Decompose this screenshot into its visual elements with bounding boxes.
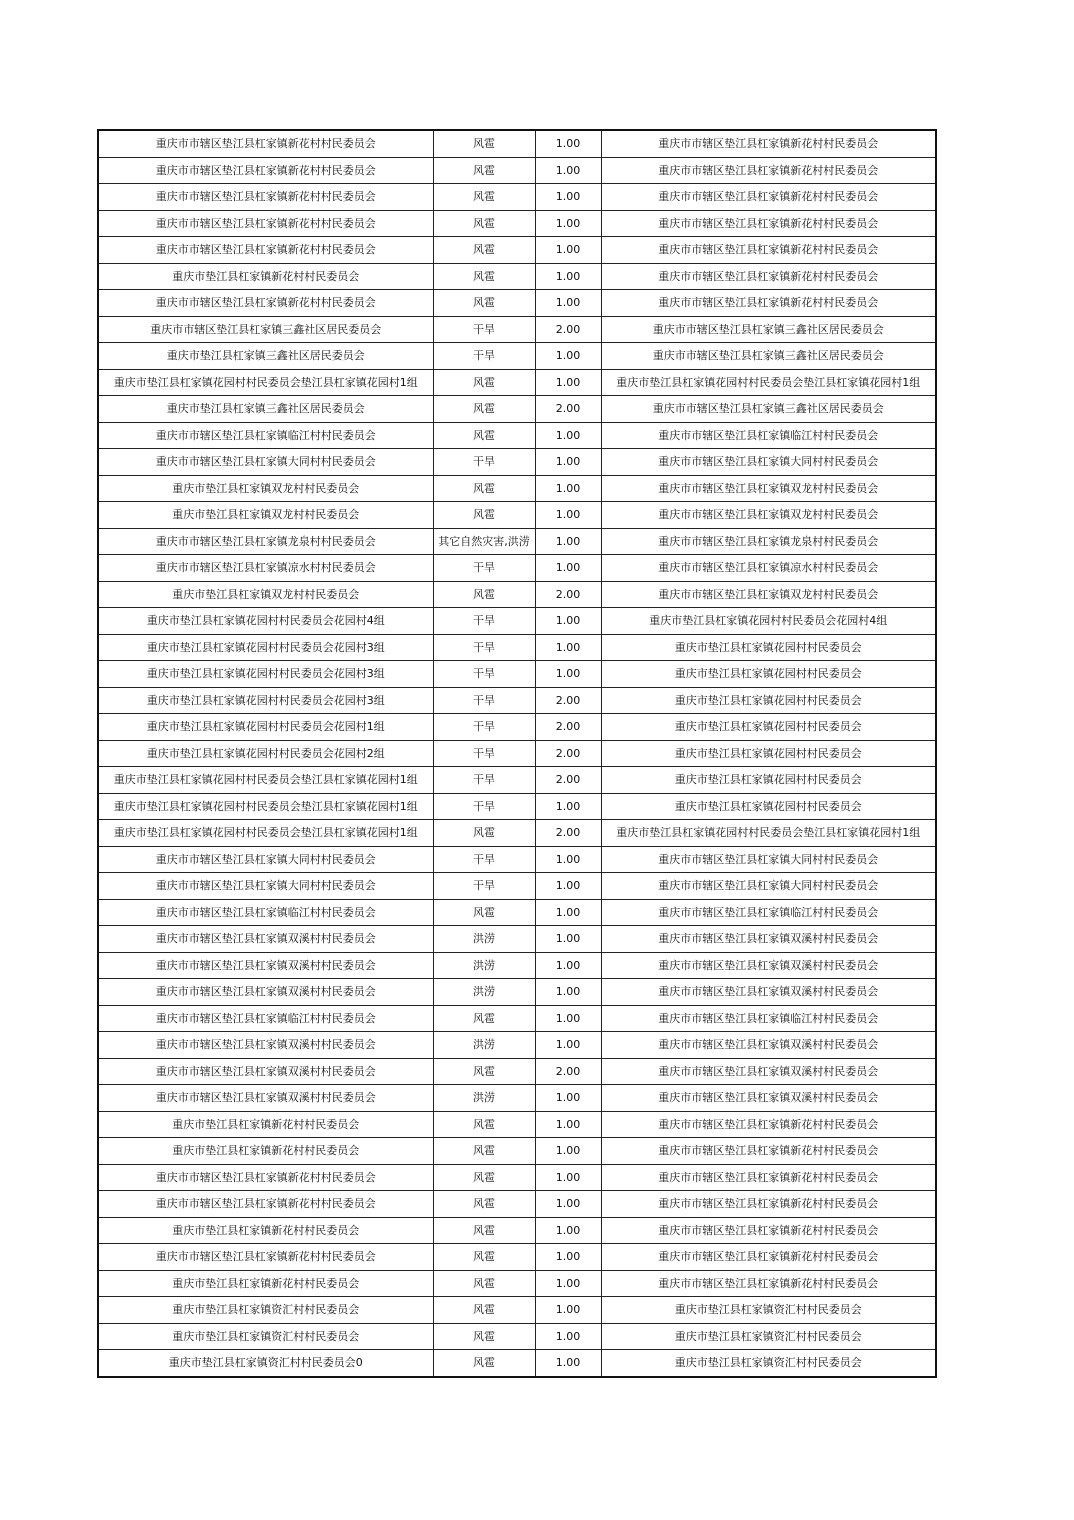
applicant-cell: 重庆市市辖区垫江县杠家镇新花村村民委员会 [98, 184, 433, 211]
table-row [98, 793, 936, 820]
applicant-cell: 重庆市市辖区垫江县杠家镇新花村村民委员会 [98, 157, 433, 184]
amount-cell: 1.00 [535, 979, 601, 1006]
disaster-type-cell: 风雹 [433, 184, 535, 211]
amount-cell: 1.00 [535, 1244, 601, 1271]
disaster-type-cell: 干旱 [433, 714, 535, 741]
unit-cell: 重庆市市辖区垫江县杠家镇新花村村民委员会 [601, 157, 936, 184]
table-row [98, 422, 936, 449]
unit-cell: 重庆市市辖区垫江县杠家镇双龙村村民委员会 [601, 581, 936, 608]
applicant-cell: 重庆市垫江县杠家镇双龙村村民委员会 [98, 502, 433, 529]
records-table-body [98, 130, 936, 1377]
amount-cell: 1.00 [535, 873, 601, 900]
table-row [98, 1191, 936, 1218]
applicant-cell: 重庆市市辖区垫江县杠家镇新花村村民委员会 [98, 237, 433, 264]
unit-cell: 重庆市垫江县杠家镇花园村村民委员会 [601, 687, 936, 714]
table-row [98, 608, 936, 635]
disaster-type-cell: 洪涝 [433, 1032, 535, 1059]
amount-cell: 2.00 [535, 581, 601, 608]
table-row [98, 1297, 936, 1324]
applicant-cell: 重庆市垫江县杠家镇花园村村民委员会花园村3组 [98, 661, 433, 688]
unit-cell: 重庆市垫江县杠家镇资汇村村民委员会 [601, 1297, 936, 1324]
disaster-type-cell: 干旱 [433, 634, 535, 661]
table-row [98, 1164, 936, 1191]
amount-cell: 1.00 [535, 1138, 601, 1165]
disaster-type-cell: 洪涝 [433, 1085, 535, 1112]
unit-cell: 重庆市垫江县杠家镇资汇村村民委员会 [601, 1323, 936, 1350]
disaster-type-cell: 干旱 [433, 661, 535, 688]
disaster-type-cell: 风雹 [433, 820, 535, 847]
table-row [98, 687, 936, 714]
amount-cell: 1.00 [535, 793, 601, 820]
amount-cell: 1.00 [535, 237, 601, 264]
amount-cell: 2.00 [535, 316, 601, 343]
amount-cell: 1.00 [535, 290, 601, 317]
disaster-type-cell: 风雹 [433, 1270, 535, 1297]
table-row [98, 263, 936, 290]
disaster-type-cell: 风雹 [433, 1191, 535, 1218]
amount-cell: 1.00 [535, 502, 601, 529]
applicant-cell: 重庆市垫江县杠家镇花园村村民委员会花园村2组 [98, 740, 433, 767]
disaster-type-cell: 风雹 [433, 1350, 535, 1377]
applicant-cell: 重庆市市辖区垫江县杠家镇临江村村民委员会 [98, 1005, 433, 1032]
amount-cell: 1.00 [535, 449, 601, 476]
applicant-cell: 重庆市市辖区垫江县杠家镇双溪村村民委员会 [98, 1058, 433, 1085]
unit-cell: 重庆市垫江县杠家镇花园村村民委员会垫江县杠家镇花园村1组 [601, 820, 936, 847]
amount-cell: 1.00 [535, 1191, 601, 1218]
amount-cell: 1.00 [535, 343, 601, 370]
applicant-cell: 重庆市市辖区垫江县杠家镇新花村村民委员会 [98, 130, 433, 157]
applicant-cell: 重庆市市辖区垫江县杠家镇大同村村民委员会 [98, 449, 433, 476]
amount-cell: 1.00 [535, 1111, 601, 1138]
disaster-type-cell: 风雹 [433, 157, 535, 184]
applicant-cell: 重庆市市辖区垫江县杠家镇新花村村民委员会 [98, 210, 433, 237]
unit-cell: 重庆市市辖区垫江县杠家镇双溪村村民委员会 [601, 1032, 936, 1059]
disaster-type-cell: 干旱 [433, 449, 535, 476]
applicant-cell: 重庆市市辖区垫江县杠家镇新花村村民委员会 [98, 1164, 433, 1191]
amount-cell: 1.00 [535, 263, 601, 290]
amount-cell: 1.00 [535, 1032, 601, 1059]
amount-cell: 1.00 [535, 634, 601, 661]
applicant-cell: 重庆市垫江县杠家镇花园村村民委员会花园村1组 [98, 714, 433, 741]
amount-cell: 2.00 [535, 820, 601, 847]
disaster-type-cell: 其它自然灾害,洪涝 [433, 528, 535, 555]
unit-cell: 重庆市市辖区垫江县杠家镇双溪村村民委员会 [601, 926, 936, 953]
disaster-type-cell: 风雹 [433, 581, 535, 608]
unit-cell: 重庆市市辖区垫江县杠家镇双溪村村民委员会 [601, 952, 936, 979]
unit-cell: 重庆市市辖区垫江县杠家镇新花村村民委员会 [601, 1244, 936, 1271]
applicant-cell: 重庆市市辖区垫江县杠家镇双溪村村民委员会 [98, 1032, 433, 1059]
unit-cell: 重庆市市辖区垫江县杠家镇双龙村村民委员会 [601, 502, 936, 529]
table-row [98, 634, 936, 661]
applicant-cell: 重庆市垫江县杠家镇花园村村民委员会花园村3组 [98, 634, 433, 661]
applicant-cell: 重庆市市辖区垫江县杠家镇双溪村村民委员会 [98, 1085, 433, 1112]
data-sheet [97, 129, 935, 1378]
table-row [98, 1058, 936, 1085]
disaster-type-cell: 风雹 [433, 1297, 535, 1324]
unit-cell: 重庆市市辖区垫江县杠家镇临江村村民委员会 [601, 422, 936, 449]
table-row [98, 1350, 936, 1377]
table-row [98, 1244, 936, 1271]
unit-cell: 重庆市市辖区垫江县杠家镇临江村村民委员会 [601, 899, 936, 926]
unit-cell: 重庆市垫江县杠家镇花园村村民委员会 [601, 767, 936, 794]
table-row [98, 979, 936, 1006]
unit-cell: 重庆市市辖区垫江县杠家镇三鑫社区居民委员会 [601, 396, 936, 423]
amount-cell: 1.00 [535, 1217, 601, 1244]
table-row [98, 661, 936, 688]
applicant-cell: 重庆市垫江县杠家镇新花村村民委员会 [98, 263, 433, 290]
disaster-type-cell: 风雹 [433, 899, 535, 926]
table-row [98, 1032, 936, 1059]
table-row [98, 873, 936, 900]
disaster-type-cell: 风雹 [433, 502, 535, 529]
unit-cell: 重庆市市辖区垫江县杠家镇大同村村民委员会 [601, 873, 936, 900]
amount-cell: 1.00 [535, 926, 601, 953]
disaster-type-cell: 风雹 [433, 210, 535, 237]
amount-cell: 1.00 [535, 1005, 601, 1032]
applicant-cell: 重庆市垫江县杠家镇资汇村村民委员会 [98, 1297, 433, 1324]
applicant-cell: 重庆市垫江县杠家镇花园村村民委员会垫江县杠家镇花园村1组 [98, 767, 433, 794]
applicant-cell: 重庆市垫江县杠家镇新花村村民委员会 [98, 1111, 433, 1138]
applicant-cell: 重庆市市辖区垫江县杠家镇凉水村村民委员会 [98, 555, 433, 582]
disaster-type-cell: 干旱 [433, 873, 535, 900]
table-row [98, 184, 936, 211]
amount-cell: 1.00 [535, 1085, 601, 1112]
applicant-cell: 重庆市市辖区垫江县杠家镇三鑫社区居民委员会 [98, 316, 433, 343]
amount-cell: 1.00 [535, 1164, 601, 1191]
disaster-type-cell: 风雹 [433, 475, 535, 502]
disaster-type-cell: 干旱 [433, 343, 535, 370]
unit-cell: 重庆市市辖区垫江县杠家镇新花村村民委员会 [601, 290, 936, 317]
unit-cell: 重庆市市辖区垫江县杠家镇大同村村民委员会 [601, 449, 936, 476]
unit-cell: 重庆市市辖区垫江县杠家镇新花村村民委员会 [601, 1111, 936, 1138]
table-row [98, 740, 936, 767]
disaster-type-cell: 风雹 [433, 422, 535, 449]
amount-cell: 1.00 [535, 528, 601, 555]
amount-cell: 1.00 [535, 422, 601, 449]
applicant-cell: 重庆市市辖区垫江县杠家镇双溪村村民委员会 [98, 952, 433, 979]
unit-cell: 重庆市市辖区垫江县杠家镇凉水村村民委员会 [601, 555, 936, 582]
amount-cell: 2.00 [535, 740, 601, 767]
amount-cell: 1.00 [535, 555, 601, 582]
unit-cell: 重庆市市辖区垫江县杠家镇三鑫社区居民委员会 [601, 343, 936, 370]
disaster-type-cell: 风雹 [433, 263, 535, 290]
amount-cell: 1.00 [535, 952, 601, 979]
table-row [98, 237, 936, 264]
disaster-type-cell: 风雹 [433, 1138, 535, 1165]
unit-cell: 重庆市垫江县杠家镇花园村村民委员会 [601, 740, 936, 767]
unit-cell: 重庆市垫江县杠家镇花园村村民委员会花园村4组 [601, 608, 936, 635]
amount-cell: 2.00 [535, 1058, 601, 1085]
disaster-type-cell: 风雹 [433, 237, 535, 264]
amount-cell: 1.00 [535, 661, 601, 688]
applicant-cell: 重庆市垫江县杠家镇新花村村民委员会 [98, 1270, 433, 1297]
unit-cell: 重庆市市辖区垫江县杠家镇双溪村村民委员会 [601, 1085, 936, 1112]
amount-cell: 2.00 [535, 396, 601, 423]
amount-cell: 2.00 [535, 687, 601, 714]
table-row [98, 210, 936, 237]
applicant-cell: 重庆市垫江县杠家镇花园村村民委员会垫江县杠家镇花园村1组 [98, 793, 433, 820]
applicant-cell: 重庆市垫江县杠家镇花园村村民委员会垫江县杠家镇花园村1组 [98, 820, 433, 847]
applicant-cell: 重庆市垫江县杠家镇资汇村村民委员会0 [98, 1350, 433, 1377]
disaster-type-cell: 风雹 [433, 290, 535, 317]
table-row [98, 1085, 936, 1112]
applicant-cell: 重庆市垫江县杠家镇花园村村民委员会花园村3组 [98, 687, 433, 714]
disaster-type-cell: 干旱 [433, 793, 535, 820]
disaster-type-cell: 洪涝 [433, 952, 535, 979]
unit-cell: 重庆市市辖区垫江县杠家镇双龙村村民委员会 [601, 475, 936, 502]
unit-cell: 重庆市市辖区垫江县杠家镇新花村村民委员会 [601, 130, 936, 157]
table-row [98, 846, 936, 873]
applicant-cell: 重庆市市辖区垫江县杠家镇临江村村民委员会 [98, 899, 433, 926]
disaster-type-cell: 干旱 [433, 767, 535, 794]
table-row [98, 1138, 936, 1165]
unit-cell: 重庆市市辖区垫江县杠家镇新花村村民委员会 [601, 1164, 936, 1191]
applicant-cell: 重庆市市辖区垫江县杠家镇大同村村民委员会 [98, 846, 433, 873]
disaster-type-cell: 干旱 [433, 687, 535, 714]
table-row [98, 130, 936, 157]
disaster-type-cell: 洪涝 [433, 979, 535, 1006]
disaster-type-cell: 风雹 [433, 1111, 535, 1138]
table-row [98, 290, 936, 317]
unit-cell: 重庆市市辖区垫江县杠家镇新花村村民委员会 [601, 263, 936, 290]
unit-cell: 重庆市市辖区垫江县杠家镇新花村村民委员会 [601, 210, 936, 237]
disaster-type-cell: 洪涝 [433, 926, 535, 953]
applicant-cell: 重庆市垫江县杠家镇新花村村民委员会 [98, 1217, 433, 1244]
table-row [98, 1323, 936, 1350]
applicant-cell: 重庆市市辖区垫江县杠家镇新花村村民委员会 [98, 1191, 433, 1218]
applicant-cell: 重庆市垫江县杠家镇花园村村民委员会垫江县杠家镇花园村1组 [98, 369, 433, 396]
table-row [98, 767, 936, 794]
table-row [98, 555, 936, 582]
amount-cell: 1.00 [535, 475, 601, 502]
table-row [98, 1111, 936, 1138]
amount-cell: 1.00 [535, 210, 601, 237]
disaster-type-cell: 风雹 [433, 1244, 535, 1271]
applicant-cell: 重庆市市辖区垫江县杠家镇龙泉村村民委员会 [98, 528, 433, 555]
disaster-type-cell: 风雹 [433, 130, 535, 157]
applicant-cell: 重庆市垫江县杠家镇三鑫社区居民委员会 [98, 343, 433, 370]
records-table [97, 129, 937, 1378]
applicant-cell: 重庆市垫江县杠家镇花园村村民委员会花园村4组 [98, 608, 433, 635]
table-row [98, 316, 936, 343]
applicant-cell: 重庆市市辖区垫江县杠家镇新花村村民委员会 [98, 1244, 433, 1271]
unit-cell: 重庆市市辖区垫江县杠家镇新花村村民委员会 [601, 1217, 936, 1244]
applicant-cell: 重庆市市辖区垫江县杠家镇大同村村民委员会 [98, 873, 433, 900]
amount-cell: 1.00 [535, 157, 601, 184]
table-row [98, 714, 936, 741]
amount-cell: 1.00 [535, 899, 601, 926]
applicant-cell: 重庆市垫江县杠家镇三鑫社区居民委员会 [98, 396, 433, 423]
unit-cell: 重庆市垫江县杠家镇资汇村村民委员会 [601, 1350, 936, 1377]
unit-cell: 重庆市垫江县杠家镇花园村村民委员会 [601, 661, 936, 688]
disaster-type-cell: 干旱 [433, 846, 535, 873]
table-row [98, 475, 936, 502]
disaster-type-cell: 风雹 [433, 1005, 535, 1032]
disaster-type-cell: 风雹 [433, 1058, 535, 1085]
table-row [98, 899, 936, 926]
applicant-cell: 重庆市垫江县杠家镇资汇村村民委员会 [98, 1323, 433, 1350]
table-row [98, 157, 936, 184]
applicant-cell: 重庆市垫江县杠家镇双龙村村民委员会 [98, 581, 433, 608]
disaster-type-cell: 干旱 [433, 608, 535, 635]
table-row [98, 528, 936, 555]
table-row [98, 1005, 936, 1032]
amount-cell: 1.00 [535, 1350, 601, 1377]
disaster-type-cell: 干旱 [433, 316, 535, 343]
disaster-type-cell: 风雹 [433, 1164, 535, 1191]
amount-cell: 2.00 [535, 767, 601, 794]
disaster-type-cell: 风雹 [433, 369, 535, 396]
disaster-type-cell: 风雹 [433, 1323, 535, 1350]
applicant-cell: 重庆市市辖区垫江县杠家镇临江村村民委员会 [98, 422, 433, 449]
unit-cell: 重庆市市辖区垫江县杠家镇新花村村民委员会 [601, 184, 936, 211]
unit-cell: 重庆市市辖区垫江县杠家镇新花村村民委员会 [601, 1138, 936, 1165]
unit-cell: 重庆市市辖区垫江县杠家镇新花村村民委员会 [601, 1191, 936, 1218]
amount-cell: 1.00 [535, 608, 601, 635]
unit-cell: 重庆市市辖区垫江县杠家镇大同村村民委员会 [601, 846, 936, 873]
amount-cell: 1.00 [535, 369, 601, 396]
amount-cell: 1.00 [535, 1297, 601, 1324]
applicant-cell: 重庆市市辖区垫江县杠家镇双溪村村民委员会 [98, 979, 433, 1006]
unit-cell: 重庆市市辖区垫江县杠家镇临江村村民委员会 [601, 1005, 936, 1032]
applicant-cell: 重庆市垫江县杠家镇双龙村村民委员会 [98, 475, 433, 502]
amount-cell: 1.00 [535, 130, 601, 157]
table-row [98, 820, 936, 847]
unit-cell: 重庆市市辖区垫江县杠家镇新花村村民委员会 [601, 1270, 936, 1297]
disaster-type-cell: 干旱 [433, 555, 535, 582]
table-row [98, 502, 936, 529]
unit-cell: 重庆市垫江县杠家镇花园村村民委员会垫江县杠家镇花园村1组 [601, 369, 936, 396]
unit-cell: 重庆市市辖区垫江县杠家镇三鑫社区居民委员会 [601, 316, 936, 343]
table-row [98, 952, 936, 979]
applicant-cell: 重庆市市辖区垫江县杠家镇新花村村民委员会 [98, 290, 433, 317]
disaster-type-cell: 风雹 [433, 396, 535, 423]
unit-cell: 重庆市垫江县杠家镇花园村村民委员会 [601, 793, 936, 820]
applicant-cell: 重庆市垫江县杠家镇新花村村民委员会 [98, 1138, 433, 1165]
amount-cell: 2.00 [535, 714, 601, 741]
amount-cell: 1.00 [535, 1323, 601, 1350]
unit-cell: 重庆市垫江县杠家镇花园村村民委员会 [601, 714, 936, 741]
table-row [98, 1270, 936, 1297]
table-row [98, 926, 936, 953]
disaster-type-cell: 干旱 [433, 740, 535, 767]
table-row [98, 396, 936, 423]
applicant-cell: 重庆市市辖区垫江县杠家镇双溪村村民委员会 [98, 926, 433, 953]
unit-cell: 重庆市市辖区垫江县杠家镇双溪村村民委员会 [601, 979, 936, 1006]
table-row [98, 369, 936, 396]
disaster-type-cell: 风雹 [433, 1217, 535, 1244]
unit-cell: 重庆市市辖区垫江县杠家镇龙泉村村民委员会 [601, 528, 936, 555]
table-row [98, 449, 936, 476]
amount-cell: 1.00 [535, 1270, 601, 1297]
table-row [98, 581, 936, 608]
table-row [98, 343, 936, 370]
table-row [98, 1217, 936, 1244]
unit-cell: 重庆市市辖区垫江县杠家镇新花村村民委员会 [601, 237, 936, 264]
unit-cell: 重庆市垫江县杠家镇花园村村民委员会 [601, 634, 936, 661]
amount-cell: 1.00 [535, 184, 601, 211]
unit-cell: 重庆市市辖区垫江县杠家镇双溪村村民委员会 [601, 1058, 936, 1085]
amount-cell: 1.00 [535, 846, 601, 873]
